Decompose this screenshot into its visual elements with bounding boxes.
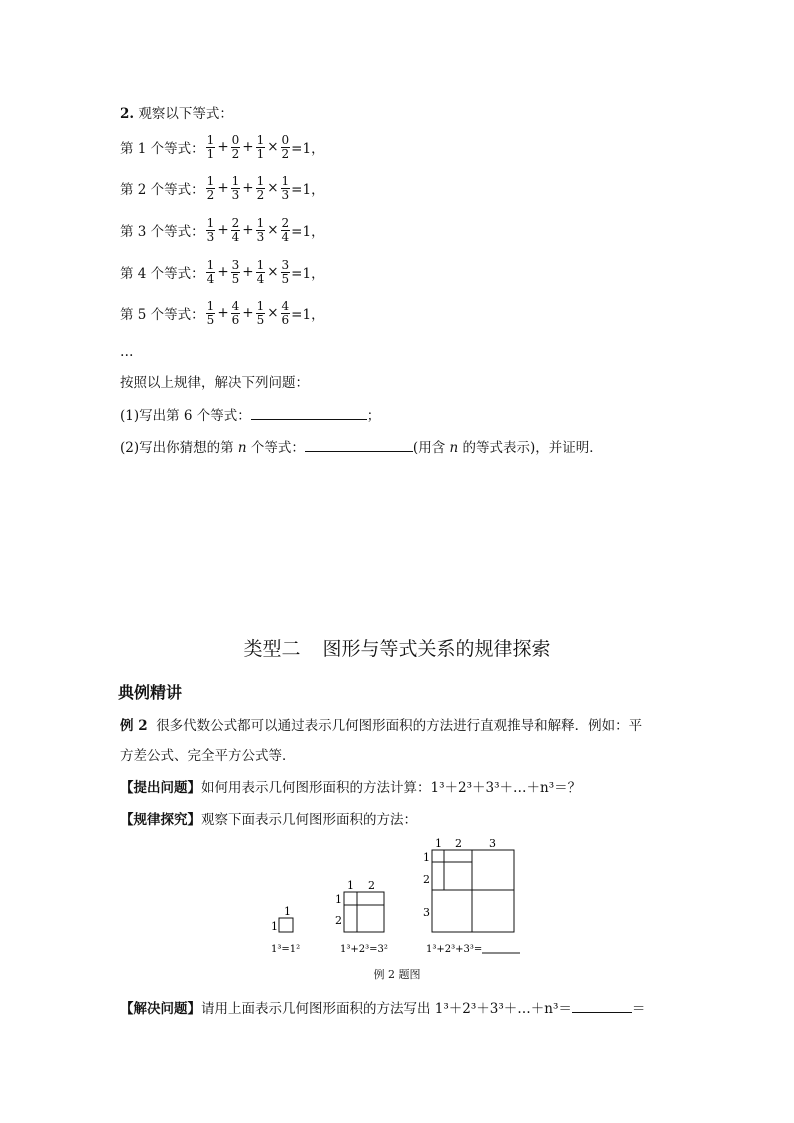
equation-label: 第 1 个等式： bbox=[120, 141, 205, 157]
part1-answer-blank[interactable] bbox=[251, 405, 367, 420]
q2-part1 bbox=[120, 405, 380, 426]
fraction-d: $\frac{1}{3}$ bbox=[281, 173, 290, 202]
fraction-c: $\frac{1}{4}$ bbox=[256, 257, 265, 286]
equation-row bbox=[120, 127, 325, 167]
part2-prefix-a: (2)写出你猜想的第 bbox=[120, 440, 238, 456]
times-sign: × bbox=[267, 305, 279, 321]
fraction-d: $\frac{2}{4}$ bbox=[281, 215, 290, 244]
fraction-c: $\frac{1}{1}$ bbox=[256, 132, 265, 161]
section-title bbox=[0, 634, 794, 661]
q2-header bbox=[120, 104, 233, 124]
fig2-side1-label: 1 bbox=[335, 893, 342, 906]
fraction-a: $\frac{1}{3}$ bbox=[206, 215, 215, 244]
q2-intro: 观察以下等式： bbox=[138, 106, 233, 122]
example2-line1 bbox=[120, 716, 642, 736]
fraction-c: $\frac{1}{5}$ bbox=[256, 298, 265, 327]
equation-row bbox=[120, 168, 325, 208]
equation-row bbox=[120, 252, 325, 292]
equation-label: 第 3 个等式： bbox=[120, 224, 205, 240]
solve-tag: 【解决问题】 bbox=[120, 1001, 201, 1017]
fig2-side2-label: 2 bbox=[335, 914, 342, 927]
plus-sign: + bbox=[217, 139, 229, 155]
q2-instruction: 按照以上规律，解决下列问题： bbox=[120, 375, 309, 391]
fraction-d: $\frac{0}{2}$ bbox=[281, 132, 290, 161]
part1-prefix: (1)写出第 6 个等式： bbox=[120, 408, 251, 424]
example2-label: 例 2 bbox=[120, 718, 148, 734]
times-sign: × bbox=[267, 180, 279, 196]
explore-tag: 【规律探究】 bbox=[120, 812, 201, 828]
equation-rhs: =1， bbox=[291, 224, 325, 240]
fraction-c: $\frac{1}{3}$ bbox=[256, 215, 265, 244]
raise-question-text: 如何用表示几何图形面积的方法计算： bbox=[201, 780, 431, 796]
plus-sign: + bbox=[242, 305, 254, 321]
fig1-top-label: 1 bbox=[284, 905, 291, 918]
example2-text-line1: 很多代数公式都可以通过表示几何图形面积的方法进行直观推导和解释．例如：平 bbox=[156, 718, 643, 734]
fig3-top2-label: 2 bbox=[455, 838, 462, 850]
solve-problem bbox=[120, 998, 645, 1019]
fraction-b: $\frac{3}{5}$ bbox=[231, 257, 240, 286]
fraction-a: $\frac{1}{5}$ bbox=[206, 298, 215, 327]
plus-sign: + bbox=[217, 180, 229, 196]
equation-row bbox=[120, 293, 325, 333]
raise-question-tag: 【提出问题】 bbox=[120, 780, 201, 796]
raise-question-formula: 1³＋2³＋3³＋…＋n³＝？ bbox=[430, 780, 582, 796]
section-subtitle: 典例精讲 bbox=[118, 683, 183, 702]
plus-sign: + bbox=[217, 305, 229, 321]
equation-rhs: =1， bbox=[291, 307, 325, 323]
equation-rhs: =1， bbox=[291, 182, 325, 198]
fraction-d: $\frac{4}{6}$ bbox=[281, 298, 290, 327]
figure-caption: 例 2 题图 bbox=[373, 968, 421, 981]
times-sign: × bbox=[267, 139, 279, 155]
plus-sign: + bbox=[217, 222, 229, 238]
explore bbox=[120, 810, 417, 830]
fraction-a: $\frac{1}{4}$ bbox=[206, 257, 215, 286]
fig2-formula: 1³+2³=3² bbox=[340, 944, 388, 955]
area-figure bbox=[262, 838, 542, 960]
fig1-square bbox=[279, 918, 293, 932]
section-title-text: 图形与等式关系的规律探索 bbox=[322, 638, 551, 660]
plus-sign: + bbox=[242, 139, 254, 155]
plus-sign: + bbox=[217, 264, 229, 280]
example2-text-line2: 方差公式、完全平方公式等． bbox=[120, 748, 296, 764]
fig3-formula: 1³+2³+3³= bbox=[426, 944, 483, 955]
plus-sign: + bbox=[242, 222, 254, 238]
ellipsis: … bbox=[120, 344, 134, 360]
fraction-b: $\frac{4}{6}$ bbox=[231, 298, 240, 327]
section-type-label: 类型二 bbox=[243, 638, 301, 660]
equation-rhs: =1， bbox=[291, 141, 325, 157]
part2-prefix-b: 个等式： bbox=[246, 440, 305, 456]
plus-sign: + bbox=[242, 180, 254, 196]
raise-question bbox=[120, 778, 581, 798]
solve-answer-blank[interactable] bbox=[572, 998, 632, 1013]
part2-mid-a: (用含 bbox=[412, 440, 450, 456]
fraction-a: $\frac{1}{1}$ bbox=[206, 132, 215, 161]
part1-suffix: ； bbox=[366, 408, 381, 424]
q2-number: 2. bbox=[120, 106, 135, 122]
equation-label: 第 2 个等式： bbox=[120, 182, 205, 198]
fraction-d: $\frac{3}{5}$ bbox=[281, 257, 290, 286]
part2-answer-blank[interactable] bbox=[305, 437, 413, 452]
fig3-top3-label: 3 bbox=[489, 838, 496, 850]
fig3-side1-label: 1 bbox=[423, 851, 430, 864]
fraction-b: $\frac{2}{4}$ bbox=[231, 215, 240, 244]
equation-row bbox=[120, 210, 325, 250]
fig3-side2-label: 2 bbox=[423, 873, 430, 886]
equation-rhs: =1， bbox=[291, 266, 325, 282]
equation-label: 第 4 个等式： bbox=[120, 266, 205, 282]
fig2-top1-label: 1 bbox=[347, 879, 354, 892]
times-sign: × bbox=[267, 222, 279, 238]
fig2-top2-label: 2 bbox=[368, 879, 375, 892]
fig3-side3-label: 3 bbox=[423, 906, 430, 919]
fig2-outer-square bbox=[344, 892, 384, 932]
part2-mid-var: n bbox=[449, 440, 459, 456]
fig3-top1-label: 1 bbox=[435, 838, 442, 850]
fraction-b: $\frac{0}{2}$ bbox=[231, 132, 240, 161]
fraction-b: $\frac{1}{3}$ bbox=[231, 173, 240, 202]
part2-var: n bbox=[237, 440, 247, 456]
times-sign: × bbox=[267, 264, 279, 280]
figure-2 bbox=[335, 879, 388, 955]
part2-mid-b: 的等式表示)，并证明． bbox=[458, 440, 603, 456]
fraction-a: $\frac{1}{2}$ bbox=[206, 173, 215, 202]
q2-part2 bbox=[120, 437, 603, 458]
plus-sign: + bbox=[242, 264, 254, 280]
solve-equals: ＝ bbox=[631, 1001, 646, 1017]
fig1-formula: 1³=1² bbox=[271, 944, 301, 955]
explore-text: 观察下面表示几何图形面积的方法： bbox=[201, 812, 417, 828]
figure-1 bbox=[271, 905, 300, 955]
fig1-side-label: 1 bbox=[271, 920, 278, 933]
fraction-c: $\frac{1}{2}$ bbox=[256, 173, 265, 202]
equation-label: 第 5 个等式： bbox=[120, 307, 205, 323]
figure-3 bbox=[423, 838, 520, 955]
solve-text: 请用上面表示几何图形面积的方法写出 1³＋2³＋3³＋…＋n³＝ bbox=[201, 1001, 572, 1017]
